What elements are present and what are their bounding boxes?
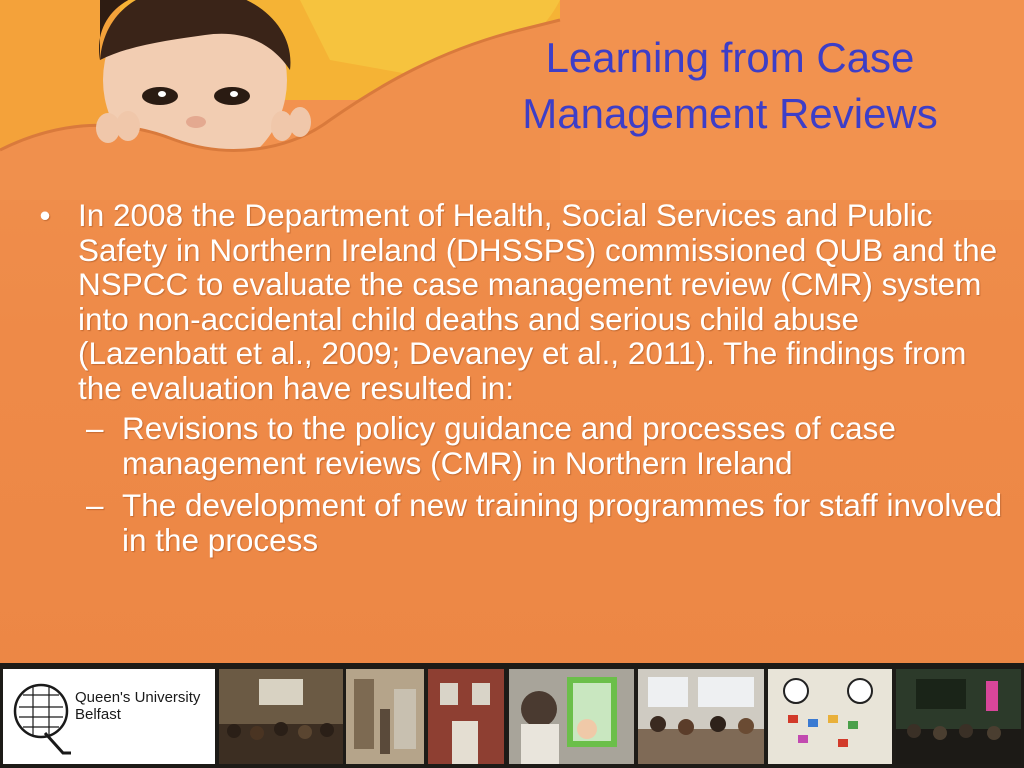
sub-bullet-marker: – [86, 487, 104, 523]
slide-body [30, 198, 1005, 565]
university-logo [3, 669, 215, 764]
bullet-text: In 2008 the Department of Health, Social Services and Public Safety in Northern Ireland (DHSSPS) commissioned QUB and the NSPCC to evaluate the case management review (CMR) system into non-accidental child deaths and serious child abuse (Lazenbatt et al., 2009; Devaney et al., 2011). The findings from the evaluation have resulted in: [78, 197, 998, 406]
logo-line1: Queen's University [75, 689, 201, 706]
footer-photo-hallway [346, 669, 424, 764]
footer-photo-play [509, 669, 634, 764]
bullet-item [30, 198, 1005, 405]
footer-photo-emotion-cards [768, 669, 892, 764]
logo-wordmark [75, 689, 200, 723]
sub-bullet-text: Revisions to the policy guidance and processes of case management reviews (CMR) in Northern Ireland [122, 410, 896, 481]
slide-title-line2: Management Reviews [522, 90, 938, 137]
sub-bullet-text: The development of new training programmes for staff involved in the process [122, 487, 1003, 558]
sub-bullet-marker: – [86, 410, 104, 446]
sub-bullet-item [30, 488, 1005, 557]
footer-photo-lecture [219, 669, 343, 764]
qub-crest-icon [9, 675, 73, 759]
sub-bullet-list [30, 411, 1005, 557]
logo-line2: Belfast [75, 706, 121, 723]
slide-title-line1: Learning from Case [545, 34, 915, 81]
footer-photo-conference [896, 669, 1021, 764]
sub-bullet-item [30, 411, 1005, 480]
footer-photo-building [428, 669, 504, 764]
bullet-marker: • [39, 197, 51, 233]
footer-photo-meeting [638, 669, 764, 764]
slide-title [470, 30, 990, 142]
footer-photo-strip [0, 663, 1024, 768]
